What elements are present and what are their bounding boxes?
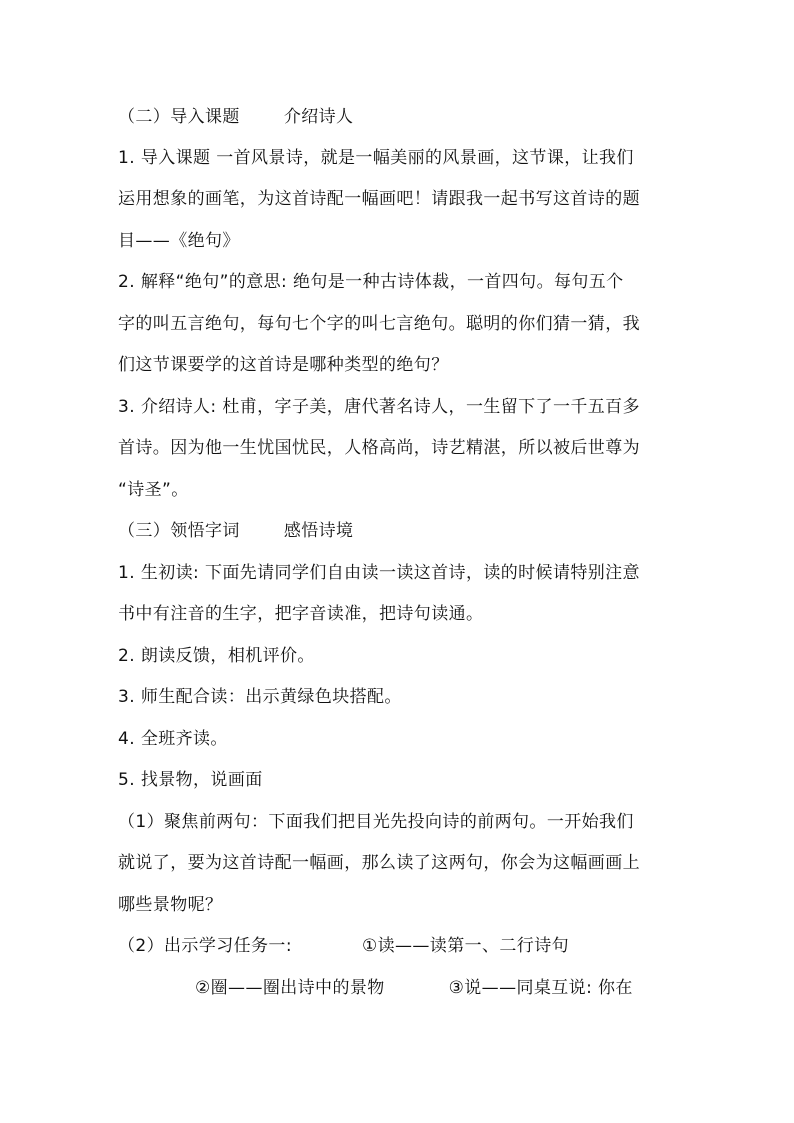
section-three-heading: [118, 519, 353, 543]
sub2-line2: [195, 976, 633, 1000]
section-two-subtitle: 介绍诗人: [283, 107, 354, 127]
step1-line2: 书中有注音的生字，把字音读准，把诗句读通。: [118, 604, 484, 624]
item2-line2: 字的叫五言绝句，每句七个字的叫七言绝句。聪明的你们猜一猜，我: [118, 314, 640, 334]
section-two-heading: [118, 105, 353, 129]
sub2-task1: ①读——读第一、二行诗句: [361, 936, 569, 956]
item1-line1: 1. 导入课题 一首风景诗，就是一幅美丽的风景画，这节课，让我们: [118, 148, 634, 168]
item3-line1: 3. 介绍诗人: 杜甫，字子美，唐代著名诗人，一生留下了一千五百多: [118, 397, 640, 417]
step2-text: 2. 朗读反馈，相机评价。: [118, 646, 315, 666]
step3-text: 3. 师生配合读：出示黄绿色块搭配。: [118, 687, 402, 707]
item3-line3: “诗圣”。: [118, 480, 189, 500]
item2-line1: 2. 解释“绝句”的意思: 绝句是一种古诗体裁，一首四句。每句五个: [118, 272, 624, 292]
section-two-title: （二）导入课题: [118, 107, 240, 127]
item2-line3: 们这节课要学的这首诗是哪种类型的绝句？: [118, 355, 449, 375]
sub2-line1: [118, 934, 569, 958]
sub2-task2: ②圈——圈出诗中的景物: [195, 978, 385, 998]
item1-line2: 运用想象的画笔，为这首诗配一幅画吧！请跟我一起书写这首诗的题: [118, 189, 640, 209]
sub2-label: （2）出示学习任务一:: [118, 936, 292, 956]
section-three-subtitle: 感悟诗境: [283, 521, 354, 541]
sub1-line2: 就说了，要为这首诗配一幅画，那么读了这两句，你会为这幅画画上: [118, 853, 640, 873]
sub1-line3: 哪些景物呢？: [118, 895, 223, 915]
sub1-line1: （1）聚焦前两句：下面我们把目光先投向诗的前两句。一开始我们: [118, 812, 634, 832]
section-three-title: （三）领悟字词: [118, 521, 240, 541]
item3-line2: 首诗。因为他一生忧国忧民，人格高尚，诗艺精湛，所以被后世尊为: [118, 438, 640, 458]
sub2-task3: ③说——同桌互说: 你在: [448, 978, 633, 998]
step4-text: 4. 全班齐读。: [118, 729, 228, 749]
step5-text: 5. 找景物，说画面: [118, 770, 263, 790]
item1-line3: 目——《绝句》: [118, 231, 240, 251]
step1-line1: 1. 生初读: 下面先请同学们自由读一读这首诗，读的时候请特别注意: [118, 563, 640, 583]
